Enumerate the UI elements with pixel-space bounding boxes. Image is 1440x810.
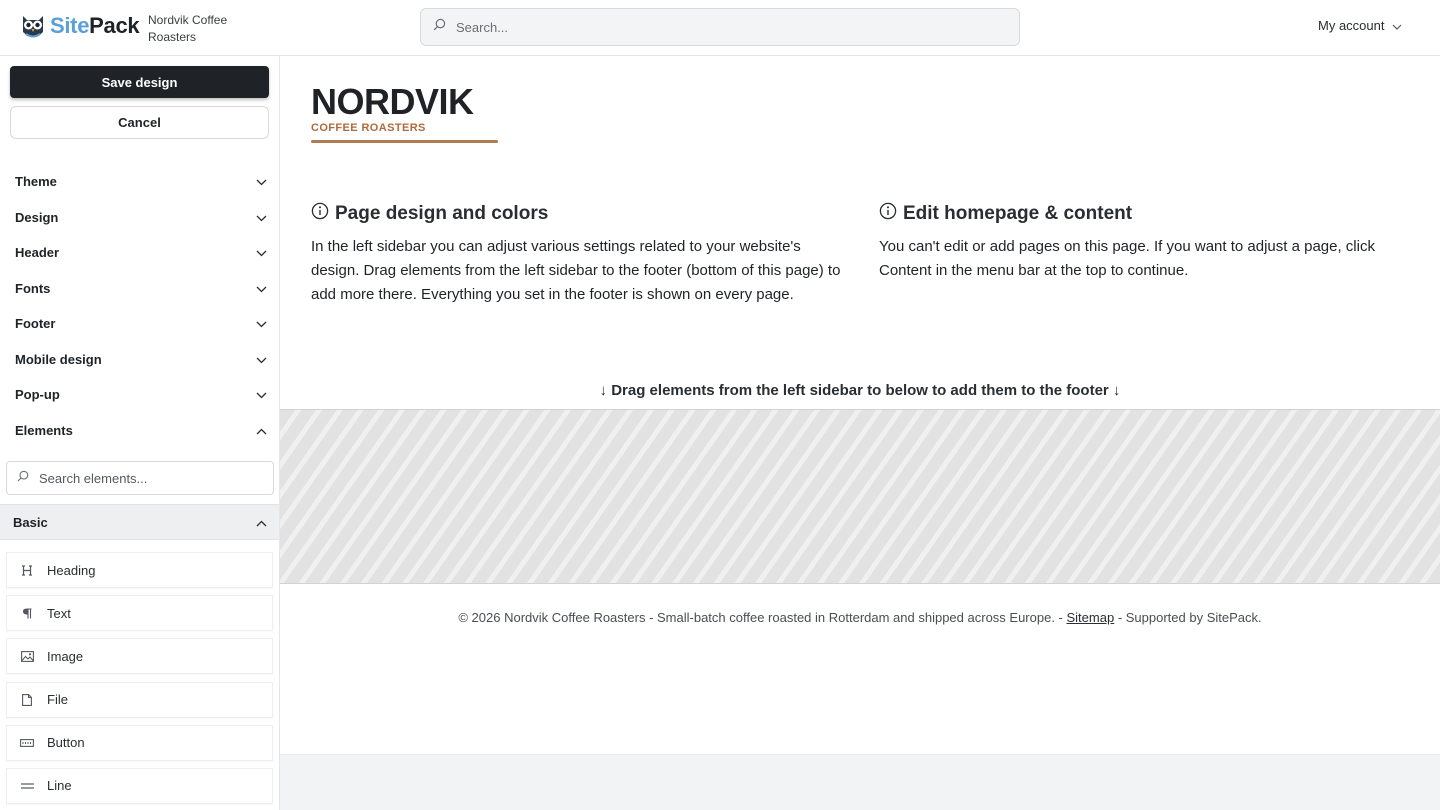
element-label: Line xyxy=(47,778,72,794)
footer-copyright xyxy=(280,610,1440,625)
section-label: Header xyxy=(15,245,60,261)
section-label: Theme xyxy=(15,174,57,190)
search-icon xyxy=(17,469,29,487)
brand-name: SitePack xyxy=(50,13,140,38)
save-design-button[interactable]: Save design xyxy=(10,66,269,98)
info-edit-content xyxy=(879,202,1409,283)
element-label: File xyxy=(47,692,68,708)
section-label: Footer xyxy=(15,316,56,332)
info-title: Page design and colors xyxy=(335,203,549,224)
footer-text-before: © 2026 Nordvik Coffee Roasters - Small-batch coffee roasted in Rotterdam and shipped across Europe. - xyxy=(458,610,1067,625)
button-icon xyxy=(19,735,35,751)
basic-category-toggle[interactable] xyxy=(0,504,279,540)
search-icon xyxy=(433,18,446,36)
top-bar xyxy=(0,0,1440,56)
owl-logo-icon xyxy=(20,12,46,40)
sitepack-logo[interactable] xyxy=(20,12,139,40)
logo-title: NORDVIK xyxy=(311,81,474,122)
element-line[interactable] xyxy=(6,768,273,804)
section-footer[interactable] xyxy=(0,306,279,342)
section-header[interactable] xyxy=(0,235,279,271)
section-label: Design xyxy=(15,209,59,225)
element-search-input[interactable] xyxy=(39,471,259,486)
section-design[interactable] xyxy=(0,200,279,236)
chevron-down-icon xyxy=(256,316,267,331)
element-label: Button xyxy=(47,735,85,751)
section-elements[interactable] xyxy=(0,413,279,449)
element-label: Heading xyxy=(47,562,96,578)
page-bottom-area xyxy=(280,754,1440,810)
site-logo[interactable] xyxy=(311,82,501,143)
section-label: Fonts xyxy=(15,280,51,296)
info-heading xyxy=(311,202,841,226)
info-page-design xyxy=(311,202,841,307)
settings-sections xyxy=(0,164,279,448)
heading-icon xyxy=(19,562,35,578)
info-body: In the left sidebar you can adjust various settings related to your website's design. Drag elements from the left sidebar to the footer (bottom of this page) to add more there. Everything you set in the footer is shown on every page. xyxy=(311,238,841,303)
info-heading xyxy=(879,202,1409,226)
global-search[interactable] xyxy=(420,8,1020,46)
logo-subtitle: COFFEE ROASTERS xyxy=(311,122,426,134)
section-label: Pop-up xyxy=(15,387,60,403)
info-icon xyxy=(879,202,903,226)
element-file[interactable] xyxy=(6,682,273,718)
element-label: Image xyxy=(47,648,84,664)
my-account-label: My account xyxy=(1318,18,1385,33)
sitemap-link[interactable]: Sitemap xyxy=(1066,610,1115,625)
chevron-down-icon xyxy=(256,210,267,225)
page-preview xyxy=(280,56,1440,810)
element-image[interactable] xyxy=(6,638,273,674)
image-icon xyxy=(19,648,35,664)
chevron-down-icon xyxy=(1384,18,1402,33)
element-button[interactable] xyxy=(6,725,273,761)
chevron-down-icon xyxy=(256,352,267,367)
info-body: You can't edit or add pages on this page. If you want to adjust a page, click Content in the menu bar at the top to continue. xyxy=(879,238,1375,279)
basic-category-label: Basic xyxy=(13,514,48,530)
chevron-down-icon xyxy=(256,174,267,189)
store-name: Nordvik Coffee Roasters xyxy=(148,13,228,44)
element-label: Text xyxy=(47,605,71,621)
paragraph-icon xyxy=(19,605,35,621)
element-text[interactable] xyxy=(6,595,273,631)
file-icon xyxy=(19,692,35,708)
line-icon xyxy=(19,778,35,794)
info-icon xyxy=(311,202,335,226)
drag-instruction: ↓ Drag elements from the left sidebar to below to add them to the footer ↓ xyxy=(599,382,1121,399)
cancel-button[interactable]: Cancel xyxy=(10,106,269,139)
element-list xyxy=(6,552,273,810)
section-label: Elements xyxy=(15,422,73,438)
chevron-down-icon xyxy=(256,281,267,296)
section-theme[interactable] xyxy=(0,164,279,200)
element-search[interactable] xyxy=(6,461,274,495)
info-title: Edit homepage & content xyxy=(903,203,1133,224)
chevron-up-icon xyxy=(256,515,267,530)
chevron-up-icon xyxy=(256,423,267,438)
section-label: Mobile design xyxy=(15,351,102,367)
element-heading[interactable] xyxy=(6,552,273,588)
section-mobile-design[interactable] xyxy=(0,342,279,378)
section-popup[interactable] xyxy=(0,377,279,413)
chevron-down-icon xyxy=(256,245,267,260)
design-sidebar xyxy=(0,56,280,810)
footer-text-after: - Supported by SitePack. xyxy=(1114,610,1262,625)
logo-underline xyxy=(311,140,498,143)
my-account-menu[interactable] xyxy=(1318,18,1402,33)
section-fonts[interactable] xyxy=(0,271,279,307)
footer-dropzone[interactable] xyxy=(280,409,1440,584)
chevron-down-icon xyxy=(256,387,267,402)
global-search-input[interactable] xyxy=(456,20,996,35)
